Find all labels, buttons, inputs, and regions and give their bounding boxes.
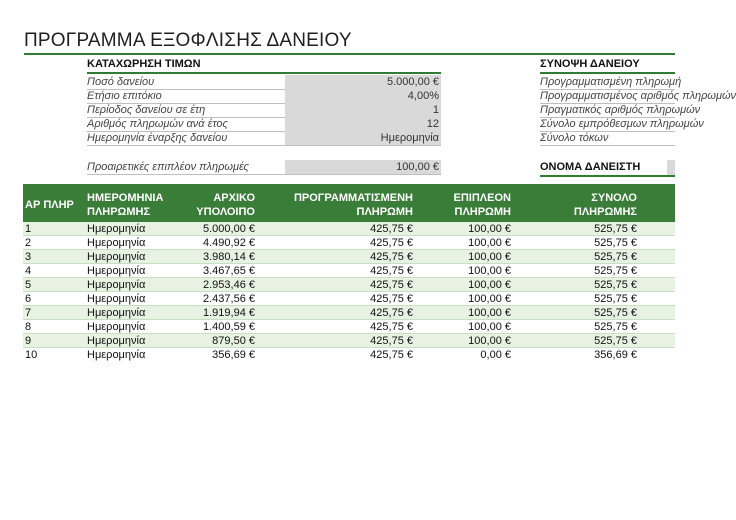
header-line: ΠΛΗΡΩΜΗΣ (87, 206, 151, 218)
cell-starting-balance: 2.953,46 € (203, 279, 255, 291)
cell-payment-date: Ημερομηνία (87, 251, 146, 263)
input-row-loan-amount (87, 75, 441, 89)
table-row[interactable] (23, 278, 675, 292)
cell-scheduled-payment: 425,75 € (370, 223, 413, 235)
cell-extra-payment: 100,00 € (468, 293, 511, 305)
cell-payment-no: 2 (25, 237, 32, 249)
cell-total-payment: 525,75 € (594, 265, 637, 277)
cell-scheduled-payment: 425,75 € (370, 279, 413, 291)
summary-section-header: ΣΥΝΟΨΗ ΔΑΝΕΙΟΥ (540, 58, 640, 70)
cell-total-payment: 356,69 € (594, 349, 637, 361)
cell-total-payment: 525,75 € (594, 251, 637, 263)
input-label: Προαιρετικές επιπλέον πληρωμές (87, 161, 249, 173)
header-line: ΕΠΙΠΛΕΟΝ (453, 192, 511, 204)
cell-payment-no: 4 (25, 265, 32, 277)
loan-amount-cell[interactable]: 5.000,00 € (285, 75, 441, 89)
input-label: Περίοδος δανείου σε έτη (87, 104, 206, 116)
summary-label: Σύνολο εμπρόθεσμων πληρωμών (540, 118, 704, 130)
table-row[interactable] (23, 348, 675, 362)
cell-total-payment: 525,75 € (594, 293, 637, 305)
cell-starting-balance: 3.980,14 € (203, 251, 255, 263)
cell-scheduled-payment: 425,75 € (370, 251, 413, 263)
cell-starting-balance: 1.400,59 € (203, 321, 255, 333)
table-row[interactable] (23, 334, 675, 348)
summary-label: Πραγματικός αριθμός πληρωμών (540, 104, 701, 116)
page-title: ΠΡΟΓΡΑΜΜΑ ΕΞΟΦΛΙΣΗΣ ΔΑΝΕΙΟΥ (24, 30, 352, 51)
header-line: ΠΡΟΓΡΑΜΜΑΤΙΣΜΕΝΗ (293, 192, 413, 204)
table-header (23, 184, 675, 222)
summary-row-scheduled-payment (540, 75, 682, 89)
lender-name-label: ΟΝΟΜΑ ΔΑΝΕΙΣΤΗ (540, 161, 641, 173)
cell-total-payment: 525,75 € (594, 335, 637, 347)
table-row[interactable] (23, 320, 675, 334)
cell-scheduled-payment: 425,75 € (370, 321, 413, 333)
cell-payment-date: Ημερομηνία (87, 349, 146, 361)
lender-name-cell[interactable] (667, 160, 675, 175)
cell-extra-payment: 100,00 € (468, 307, 511, 319)
input-label: Ετήσιο επιτόκιο (87, 90, 162, 102)
header-line: ΑΡΧΙΚΟ (213, 192, 255, 204)
interest-rate-cell[interactable]: 4,00% (285, 89, 441, 103)
title-divider (24, 53, 675, 55)
payment-schedule-table (23, 184, 675, 362)
table-row[interactable] (23, 306, 675, 320)
summary-label: Προγραμματισμένη πληρωμή (540, 76, 682, 88)
cell-scheduled-payment: 425,75 € (370, 237, 413, 249)
cell-extra-payment: 100,00 € (468, 321, 511, 333)
col-header-total-payment[interactable] (533, 191, 637, 219)
cell-payment-date: Ημερομηνία (87, 335, 146, 347)
input-section-rule (87, 72, 441, 74)
cell-total-payment: 525,75 € (594, 321, 637, 333)
col-header-scheduled-payment[interactable] (273, 191, 413, 219)
payments-per-year-cell[interactable]: 12 (285, 117, 441, 131)
cell-extra-payment: 0,00 € (480, 349, 511, 361)
cell-extra-payment: 100,00 € (468, 237, 511, 249)
summary-row-scheduled-count (540, 89, 736, 103)
cell-scheduled-payment: 425,75 € (370, 265, 413, 277)
cell-starting-balance: 5.000,00 € (203, 223, 255, 235)
cell-payment-date: Ημερομηνία (87, 223, 146, 235)
cell-extra-payment: 100,00 € (468, 265, 511, 277)
cell-payment-date: Ημερομηνία (87, 265, 146, 277)
cell-starting-balance: 2.437,56 € (203, 293, 255, 305)
input-row-payments-per-year (87, 117, 441, 131)
header-line: ΗΜΕΡΟΜΗΝΙΑ (87, 192, 164, 204)
row-divider (540, 145, 675, 146)
cell-starting-balance: 3.467,65 € (203, 265, 255, 277)
col-header-starting-balance[interactable] (173, 191, 255, 219)
cell-total-payment: 525,75 € (594, 279, 637, 291)
table-row[interactable] (23, 264, 675, 278)
input-row-interest-rate (87, 89, 441, 103)
cell-payment-no: 8 (25, 321, 32, 333)
cell-scheduled-payment: 425,75 € (370, 293, 413, 305)
input-row-loan-period (87, 103, 441, 117)
summary-row-total-interest (540, 131, 675, 145)
optional-extra-cell[interactable]: 100,00 € (285, 160, 441, 174)
cell-payment-date: Ημερομηνία (87, 293, 146, 305)
cell-extra-payment: 100,00 € (468, 279, 511, 291)
col-header-extra-payment[interactable] (423, 191, 511, 219)
cell-starting-balance: 356,69 € (212, 349, 255, 361)
row-divider (87, 145, 441, 146)
cell-payment-no: 1 (25, 223, 32, 235)
cell-starting-balance: 879,50 € (212, 335, 255, 347)
loan-period-cell[interactable]: 1 (285, 103, 441, 117)
table-row[interactable] (23, 222, 675, 236)
cell-starting-balance: 1.919,94 € (203, 307, 255, 319)
cell-scheduled-payment: 425,75 € (370, 307, 413, 319)
cell-total-payment: 525,75 € (594, 237, 637, 249)
summary-section-rule (540, 72, 675, 74)
header-line: ΠΛΗΡΩΜΗ (454, 206, 511, 218)
cell-total-payment: 525,75 € (594, 223, 637, 235)
cell-payment-no: 3 (25, 251, 32, 263)
input-row-optional-extra (87, 160, 441, 174)
cell-extra-payment: 100,00 € (468, 251, 511, 263)
cell-payment-no: 10 (25, 349, 38, 361)
cell-payment-date: Ημερομηνία (87, 279, 146, 291)
header-line: ΥΠΟΛΟΙΠΟ (196, 206, 255, 218)
cell-starting-balance: 4.490,92 € (203, 237, 255, 249)
summary-label: Προγραμματισμένος αριθμός πληρωμών (540, 90, 736, 102)
col-header-payment-no[interactable]: ΑΡ ΠΛΗΡ (25, 199, 74, 211)
cell-payment-no: 7 (25, 307, 32, 319)
cell-scheduled-payment: 425,75 € (370, 349, 413, 361)
header-line: ΠΛΗΡΩΜΗ (356, 206, 413, 218)
input-section-header: ΚΑΤΑΧΩΡΗΣΗ ΤΙΜΩΝ (87, 58, 201, 70)
col-header-payment-date[interactable] (87, 191, 163, 219)
start-date-cell[interactable]: Ημερομηνία (285, 131, 441, 145)
header-line: ΣΥΝΟΛΟ (591, 192, 637, 204)
cell-payment-no: 6 (25, 293, 32, 305)
table-row[interactable] (23, 250, 675, 264)
input-label: Αριθμός πληρωμών ανά έτος (87, 118, 228, 130)
cell-total-payment: 525,75 € (594, 307, 637, 319)
cell-extra-payment: 100,00 € (468, 335, 511, 347)
cell-payment-date: Ημερομηνία (87, 307, 146, 319)
table-row[interactable] (23, 236, 675, 250)
header-line: ΠΛΗΡΩΜΗΣ (573, 206, 637, 218)
input-label: Ημερομηνία έναρξης δανείου (87, 132, 228, 144)
cell-payment-date: Ημερομηνία (87, 237, 146, 249)
input-label: Ποσό δανείου (87, 76, 155, 88)
cell-scheduled-payment: 425,75 € (370, 335, 413, 347)
cell-payment-no: 5 (25, 279, 32, 291)
summary-label: Σύνολο τόκων (540, 132, 609, 144)
row-divider (87, 174, 441, 175)
input-row-start-date (87, 131, 441, 145)
lender-rule (540, 175, 675, 177)
cell-payment-no: 9 (25, 335, 32, 347)
cell-payment-date: Ημερομηνία (87, 321, 146, 333)
summary-row-actual-count (540, 103, 701, 117)
cell-extra-payment: 100,00 € (468, 223, 511, 235)
table-row[interactable] (23, 292, 675, 306)
summary-row-early-payments (540, 117, 704, 131)
